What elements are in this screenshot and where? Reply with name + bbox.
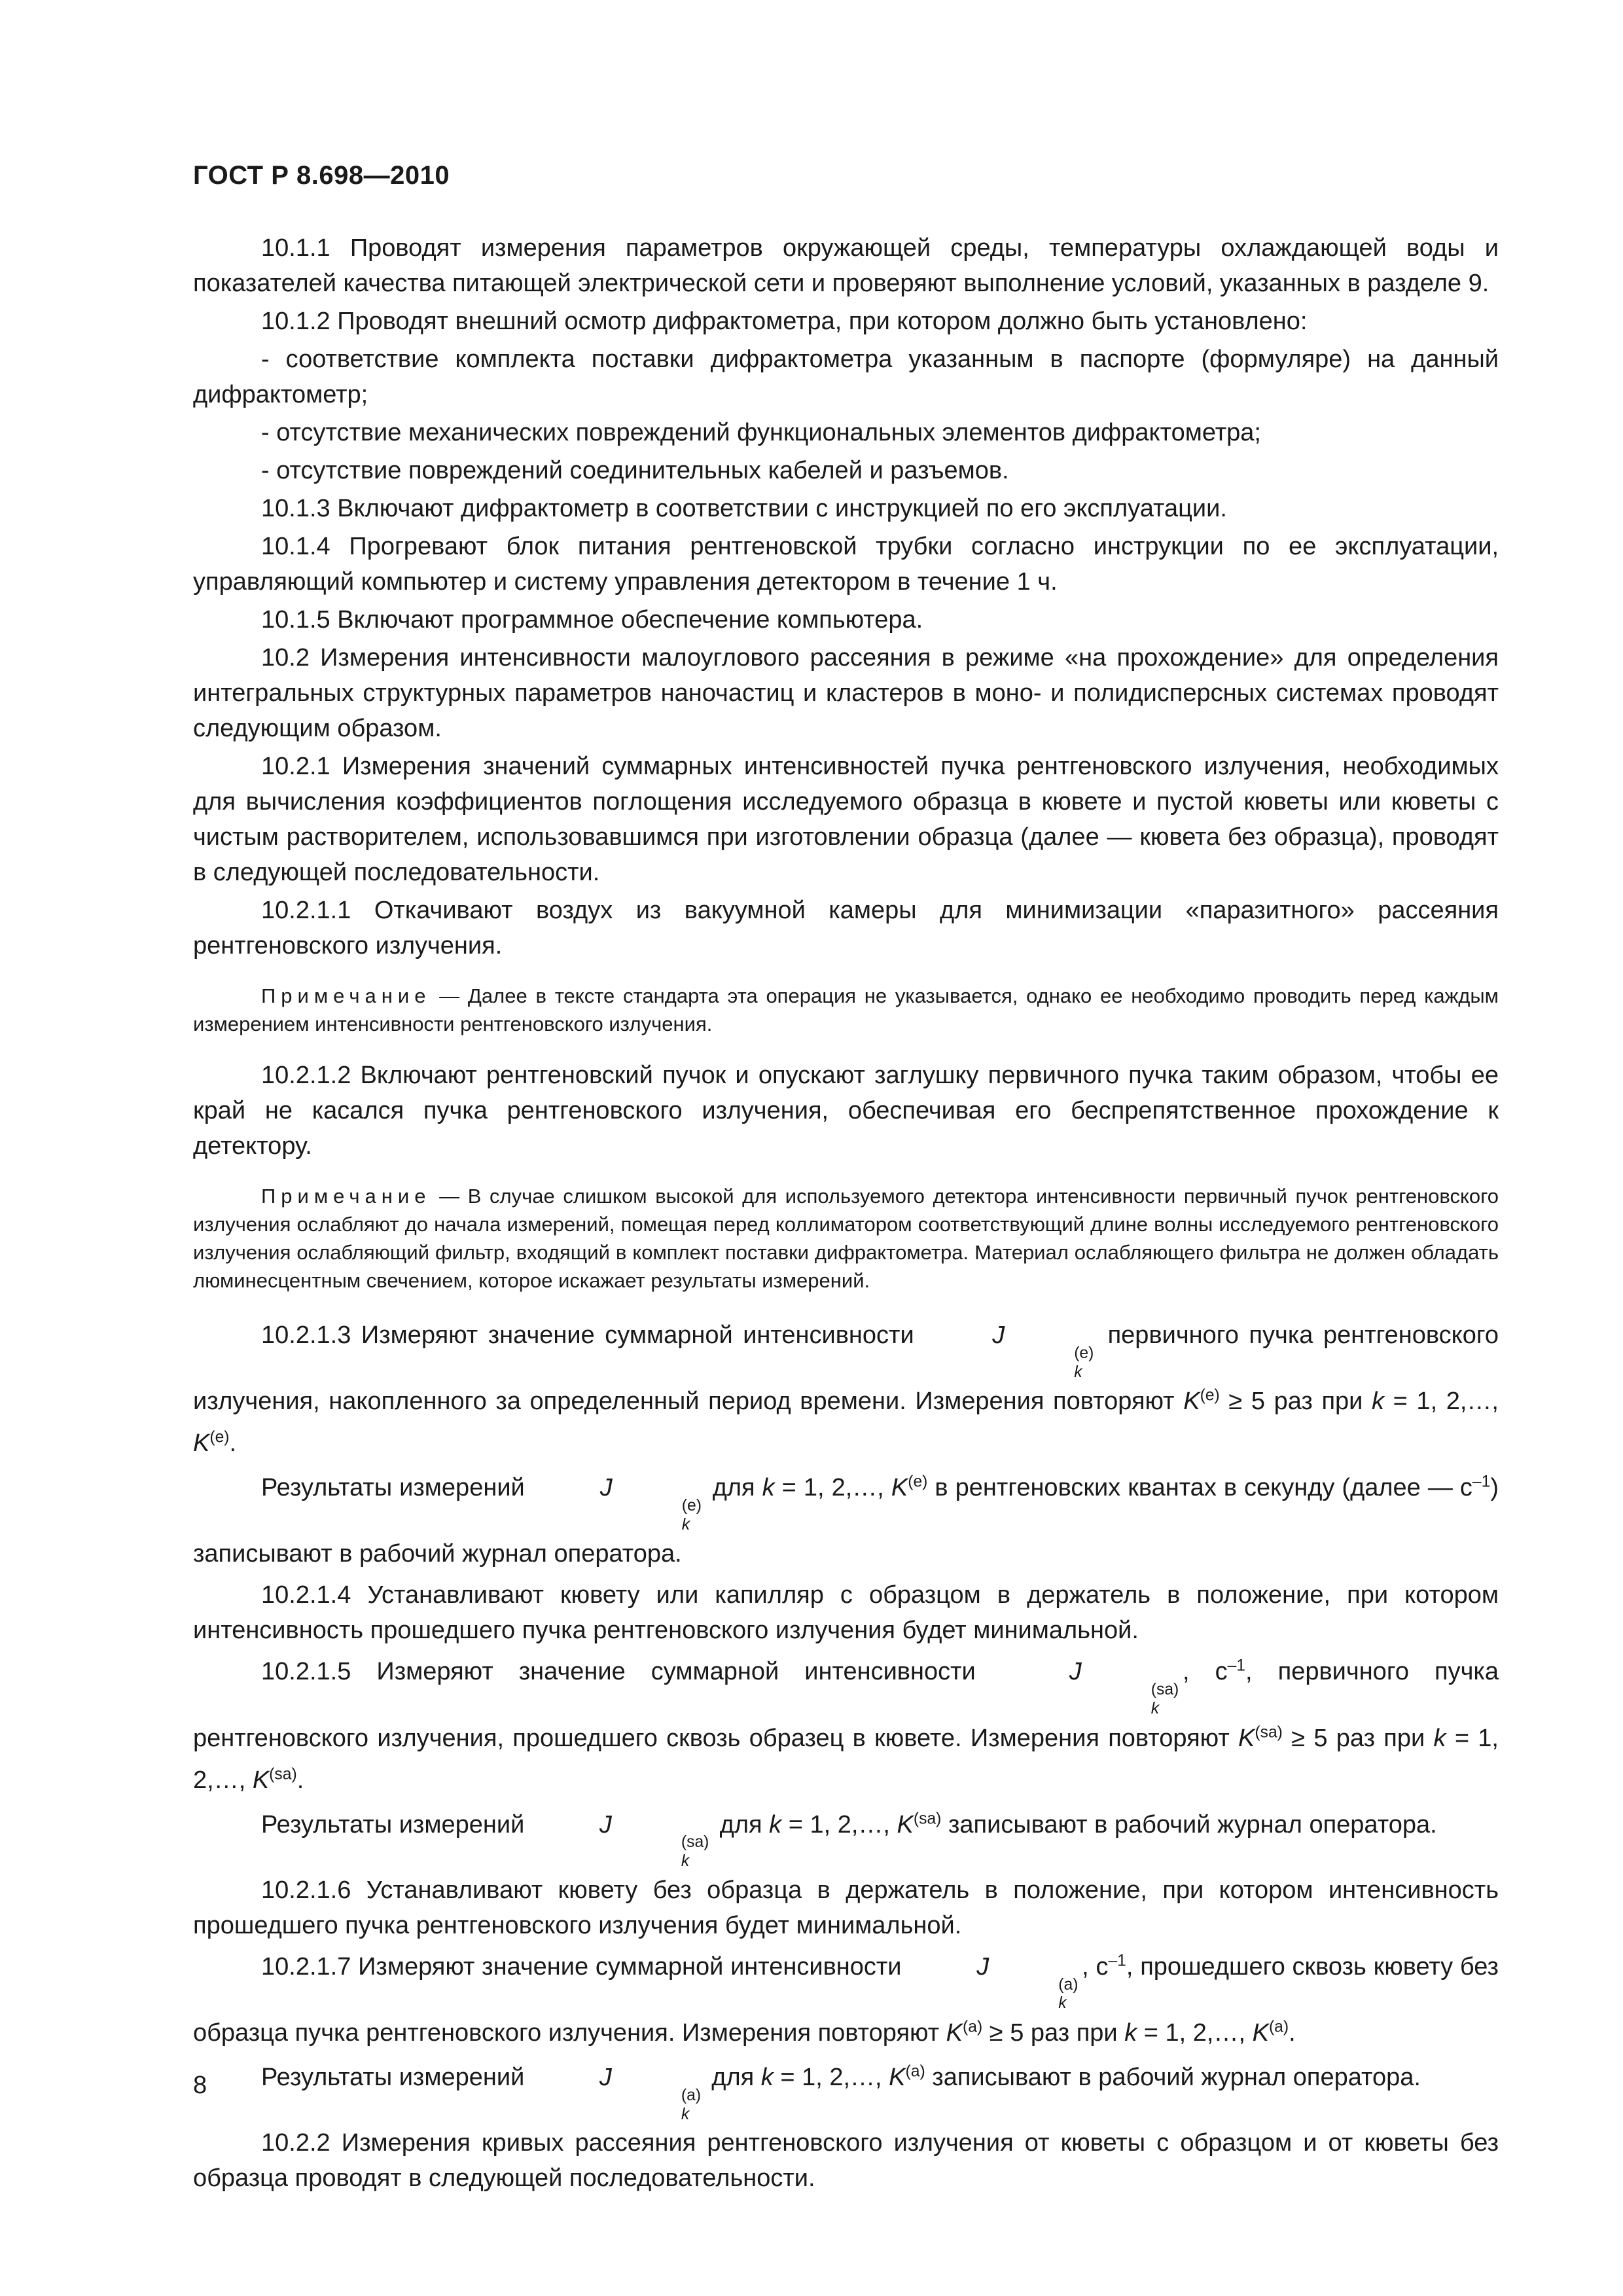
paragraph-10-1-5: 10.1.5 Включают программное обеспечение компьютера. bbox=[261, 606, 923, 634]
note-text: — В случае слишком высокой для используемого детектора интенсивности первичный пучок рентгеновского излучения ослабляют до начала измерений, помещая перед коллиматором соответствующий длине волны исследуемого рентгеновского излучения ослабляющий фильтр, входящий в комплект поставки дифрактометра. Материал ослабляющего фильтра не должен обладать люминесцентным свечением, которое искажает результаты измерений. bbox=[193, 1185, 1499, 1292]
document-header: ГОСТ Р 8.698—2010 bbox=[193, 161, 450, 190]
symbol-J-k-sa: J (sa) k bbox=[1069, 1658, 1179, 1717]
paragraph-10-2-1-4: 10.2.1.4 Устанавливают кювету или капилляр с образцом в держатель в положение, при котором интенсивность прошедшего пучка рентгеновского излучения будет минимальной. bbox=[193, 1581, 1499, 1645]
paragraph-results-sa: Результаты измерений J (sa) k для k = 1, 2,…, $K^{(sa)}$ записывают в рабочий журнал оператора. bbox=[193, 1804, 1499, 1870]
paragraph-results-a: Результаты измерений J (a) k для k = 1, 2,…, $K^{(a)}$ записывают в рабочий журнал оператора. bbox=[193, 2056, 1499, 2123]
paragraph-10-2-1-1: 10.2.1.1 Откачивают воздух из вакуумной камеры для минимизации «паразитного» рассеяния рентгеновского излучения. bbox=[193, 897, 1499, 960]
symbol-J-k-e: J (e) k bbox=[599, 1474, 702, 1534]
paragraph-10-2-1-6: 10.2.1.6 Устанавливают кювету без образца в держатель в положение, при котором интенсивность прошедшего пучка рентгеновского излучения будет минимальной. bbox=[193, 1876, 1499, 1939]
paragraph-10-2-1: 10.2.1 Измерения значений суммарных интенсивностей пучка рентгеновского излучения, необходимых для вычисления коэффициентов поглощения исследуемого образца в кювете и пустой кюветы или кюветы с чистым растворителем, использовавшимся при изготовлении образца (далее — кювета без образца), проводят в следующей последовательности. bbox=[193, 753, 1499, 886]
note-label: Примечание bbox=[261, 984, 431, 1007]
paragraph-10-1-3: 10.1.3 Включают дифрактометр в соответствии с инструкцией по его эксплуатации. bbox=[261, 495, 1227, 522]
paragraph-results-e: Результаты измерений J (e) k для k = 1, 2,…, $K^{(e)}$ в рентгеновских квантах в секунду (далее — $с^{-1}$) записывают в рабочий журнал оператора. bbox=[193, 1467, 1499, 1575]
paragraph-10-2-1-5: 10.2.1.5 Измеряют значение суммарной интенсивности J (sa) k , $с^{-1}$, первичного пучка рентгеновского излучения, прошедшего сквозь образец в кювете. Измерения повторяют $K^{(sa)} \ge 5$ раз при k = 1, 2,…, $K^{(sa)}$. bbox=[193, 1651, 1499, 1801]
paragraph-10-2: 10.2 Измерения интенсивности малоуглового рассеяния в режиме «на прохождение» для определения интегральных структурных параметров наночастиц и кластеров в моно- и полидисперсных системах проводят следующим образом. bbox=[193, 644, 1499, 742]
list-item-no-mechanical-damage: - отсутствие механических повреждений функциональных элементов дифрактометра; bbox=[261, 419, 1261, 446]
document-body bbox=[193, 230, 1499, 2198]
symbol-J-k-a: J (a) k bbox=[976, 1952, 1079, 2013]
paragraph-10-2-1-2: 10.2.1.2 Включают рентгеновский пучок и опускают заглушку первичного пучка таким образом, чтобы ее край не касался пучка рентгеновского излучения, обеспечивая его беспрепятственное прохождение к детектору. bbox=[193, 1062, 1499, 1160]
note-text: — Далее в тексте стандарта эта операция не указывается, однако ее необходимо проводить перед каждым измерением интенсивности рентгеновского излучения. bbox=[193, 984, 1499, 1035]
note-2 bbox=[193, 1182, 1499, 1295]
note-label: Примечание bbox=[261, 1185, 431, 1208]
note-1 bbox=[193, 982, 1499, 1038]
paragraph-10-1-1: 10.1.1 Проводят измерения параметров окружающей среды, температуры охлаждающей воды и показателей качества питающей электрической сети и проверяют выполнение условий, указанных в разделе 9. bbox=[193, 234, 1499, 297]
list-item-delivery-set: - соответствие комплекта поставки дифрактометра указанным в паспорте (формуляре) на данный дифрактометр; bbox=[193, 346, 1499, 408]
symbol-J-k-e: J (e) k bbox=[992, 1321, 1094, 1381]
list-item-no-cable-damage: - отсутствие повреждений соединительных кабелей и разъемов. bbox=[261, 457, 1009, 484]
symbol-J-k-a: J (a) k bbox=[599, 2064, 702, 2123]
paragraph-10-1-4: 10.1.4 Прогревают блок питания рентгеновской трубки согласно инструкции по ее эксплуатации, управляющий компьютер и систему управления детектором в течение 1 ч. bbox=[193, 533, 1499, 596]
symbol-J-k-sa: J (sa) k bbox=[599, 1810, 709, 1871]
paragraph-10-2-2: 10.2.2 Измерения кривых рассеяния рентгеновского излучения от кюветы с образцом и от кюветы без образца проводят в следующей последовательности. bbox=[193, 2129, 1499, 2193]
paragraph-10-2-1-3: 10.2.1.3 Измеряют значение суммарной интенсивности J (e) k первичного пучка рентгеновского излучения, накопленного за определенный период времени. Измерения повторяют $K^{(e)} \ge 5$ раз при k = 1, 2,…, $K^{(e)}$. bbox=[193, 1314, 1499, 1464]
paragraph-10-1-2: 10.1.2 Проводят внешний осмотр дифрактометра, при котором должно быть установлено: bbox=[261, 308, 1308, 335]
page-number: 8 bbox=[193, 2072, 207, 2099]
paragraph-10-2-1-7: 10.2.1.7 Измеряют значение суммарной интенсивности J (a) k , $с^{-1}$, прошедшего сквозь кювету без образца пучка рентгеновского излучения. Измерения повторяют $K^{(a)} \ge 5$ раз при k = 1, 2,…, $K^{(a)}$. bbox=[193, 1946, 1499, 2054]
